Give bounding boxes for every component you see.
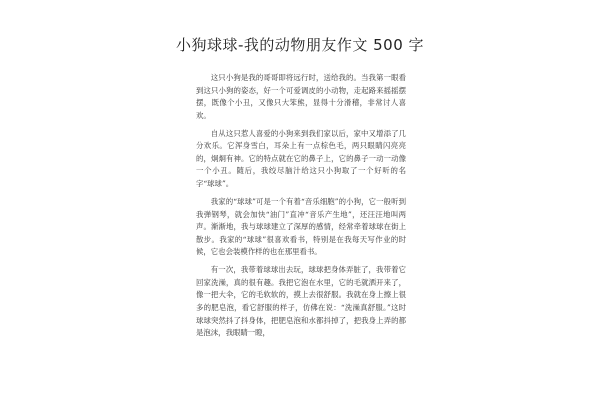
paragraph-1: 这只小狗是我的哥哥即将远行时，送给我的。当我第一眼看到这只小狗的姿态，好一个可爱调皮的小动物，走起路来摇摇摆摆，既像个小丑，又像只大笨熊，显得十分滑稽，非常讨人喜欢。 [196,73,406,120]
essay-body [196,72,406,345]
paragraph-2: 自从这只惹人喜爱的小狗来到我们家以后，家中又增添了几分欢乐。它浑身雪白，耳朵上有一点棕色毛，两只眼睛闪亮亮的，炯炯有神。它的特点就在它的鼻子上，它的鼻子一动一动像一个小丑。随后，我绞尽脑汁给这只小狗取了一个好听的名字“球球”。 [196,128,406,189]
paragraph-3: 我家的“球球”可是一个有着“音乐细胞”的小狗，它一般听到我弹钢琴，就会加快“油门”直冲“音乐产生地”，还汪汪地叫两声。渐渐地，我与球球建立了深厚的感情，经常牵着球球在街上散步。我家的“球球”很喜欢看书，特别是在我每天写作业的时候，它也会装模作样的也在那里看书。 [196,196,406,257]
paragraph-4: 有一次，我带着球球出去玩，球球把身体弄脏了，我带着它回家洗澡，真的很有趣。我把它泡在水里，它的毛就洒开来了，像一把大伞，它的毛软软的，摸上去很舒服。我就在身上擦上很多的肥皂泡，看它舒服的样子，仿佛在说：“洗澡真舒服。”这时球球突然抖了抖身体，把肥皂泡和水都抖掉了，把我身上弄的都是泡沫，我眼睛一瞪， [196,265,406,338]
document-title: 小狗球球-我的动物朋友作文 500 字 [175,36,425,54]
